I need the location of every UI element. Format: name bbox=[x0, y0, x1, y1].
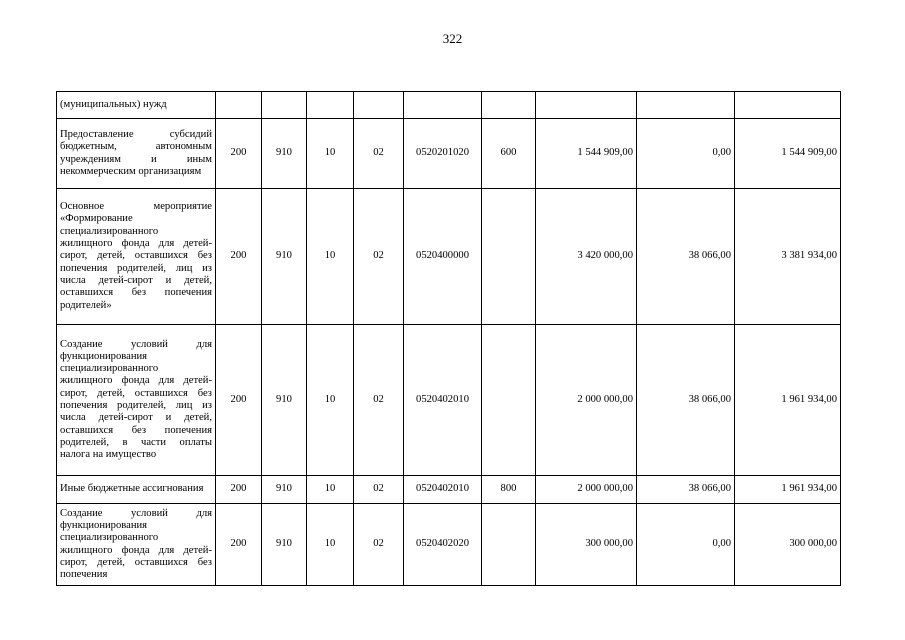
cell-sum: 300 000,00 bbox=[536, 504, 637, 586]
cell-code3: 10 bbox=[307, 504, 354, 586]
cell-code2: 910 bbox=[262, 504, 307, 586]
cell-code4: 02 bbox=[354, 325, 404, 476]
cell-code2: 910 bbox=[262, 189, 307, 325]
row-name: Предоставление субсидий бюджетным, автономным учреждениям и иным некоммерческим организациям bbox=[57, 119, 216, 189]
row-name: Создание условий для функционирования специализированного жилищного фонда для детей-сирот, детей, оставшихся без попечения bbox=[57, 504, 216, 586]
page-number: 322 bbox=[442, 31, 463, 46]
table-row bbox=[57, 189, 841, 325]
cell-code6 bbox=[482, 504, 536, 586]
cell-code3: 10 bbox=[307, 325, 354, 476]
cell-code1 bbox=[216, 92, 262, 119]
cell-sum: 2 000 000,00 bbox=[536, 325, 637, 476]
cell-remainder: 300 000,00 bbox=[735, 504, 841, 586]
cell-code2 bbox=[262, 92, 307, 119]
cell-remainder: 1 961 934,00 bbox=[735, 325, 841, 476]
cell-code3: 10 bbox=[307, 119, 354, 189]
cell-code1: 200 bbox=[216, 476, 262, 504]
cell-code1: 200 bbox=[216, 189, 262, 325]
cell-code5: 0520201020 bbox=[404, 119, 482, 189]
cell-executed: 0,00 bbox=[637, 119, 735, 189]
cell-code6: 600 bbox=[482, 119, 536, 189]
cell-code2: 910 bbox=[262, 476, 307, 504]
cell-code6: 800 bbox=[482, 476, 536, 504]
cell-code6 bbox=[482, 92, 536, 119]
cell-code4 bbox=[354, 92, 404, 119]
row-name: Иные бюджетные ассигнования bbox=[57, 476, 216, 504]
table-row bbox=[57, 504, 841, 586]
cell-remainder bbox=[735, 92, 841, 119]
row-name: Основное мероприятие «Формирование специализированного жилищного фонда для детей-сирот, детей, оставшихся без попечения родителей, лиц из числа детей-сирот и детей, оставшихся без попечения родителей» bbox=[57, 189, 216, 325]
cell-code1: 200 bbox=[216, 325, 262, 476]
cell-code5: 0520402010 bbox=[404, 325, 482, 476]
cell-sum: 3 420 000,00 bbox=[536, 189, 637, 325]
cell-sum: 1 544 909,00 bbox=[536, 119, 637, 189]
row-name: Создание условий для функционирования специализированного жилищного фонда для детей-сирот, детей, оставшихся без попечения родителей, лиц из числа детей-сирот и детей, оставшихся без попечения родителей, в части оплаты налога на имущество bbox=[57, 325, 216, 476]
cell-code4: 02 bbox=[354, 476, 404, 504]
cell-remainder: 3 381 934,00 bbox=[735, 189, 841, 325]
cell-sum: 2 000 000,00 bbox=[536, 476, 637, 504]
cell-remainder: 1 961 934,00 bbox=[735, 476, 841, 504]
table-row bbox=[57, 119, 841, 189]
table-row bbox=[57, 476, 841, 504]
cell-code3: 10 bbox=[307, 476, 354, 504]
cell-code1: 200 bbox=[216, 119, 262, 189]
cell-code4: 02 bbox=[354, 189, 404, 325]
cell-executed bbox=[637, 92, 735, 119]
cell-sum bbox=[536, 92, 637, 119]
cell-executed: 38 066,00 bbox=[637, 476, 735, 504]
cell-code6 bbox=[482, 325, 536, 476]
cell-remainder: 1 544 909,00 bbox=[735, 119, 841, 189]
cell-code4: 02 bbox=[354, 119, 404, 189]
budget-table bbox=[56, 91, 841, 586]
cell-code3: 10 bbox=[307, 189, 354, 325]
cell-code4: 02 bbox=[354, 504, 404, 586]
row-name: (муниципальных) нужд bbox=[57, 92, 216, 119]
cell-executed: 0,00 bbox=[637, 504, 735, 586]
cell-code5 bbox=[404, 92, 482, 119]
cell-code5: 0520402020 bbox=[404, 504, 482, 586]
cell-code3 bbox=[307, 92, 354, 119]
table-row bbox=[57, 92, 841, 119]
cell-code2: 910 bbox=[262, 119, 307, 189]
cell-executed: 38 066,00 bbox=[637, 325, 735, 476]
cell-code2: 910 bbox=[262, 325, 307, 476]
table-row bbox=[57, 325, 841, 476]
cell-code1: 200 bbox=[216, 504, 262, 586]
cell-code5: 0520400000 bbox=[404, 189, 482, 325]
cell-code6 bbox=[482, 189, 536, 325]
cell-executed: 38 066,00 bbox=[637, 189, 735, 325]
cell-code5: 0520402010 bbox=[404, 476, 482, 504]
